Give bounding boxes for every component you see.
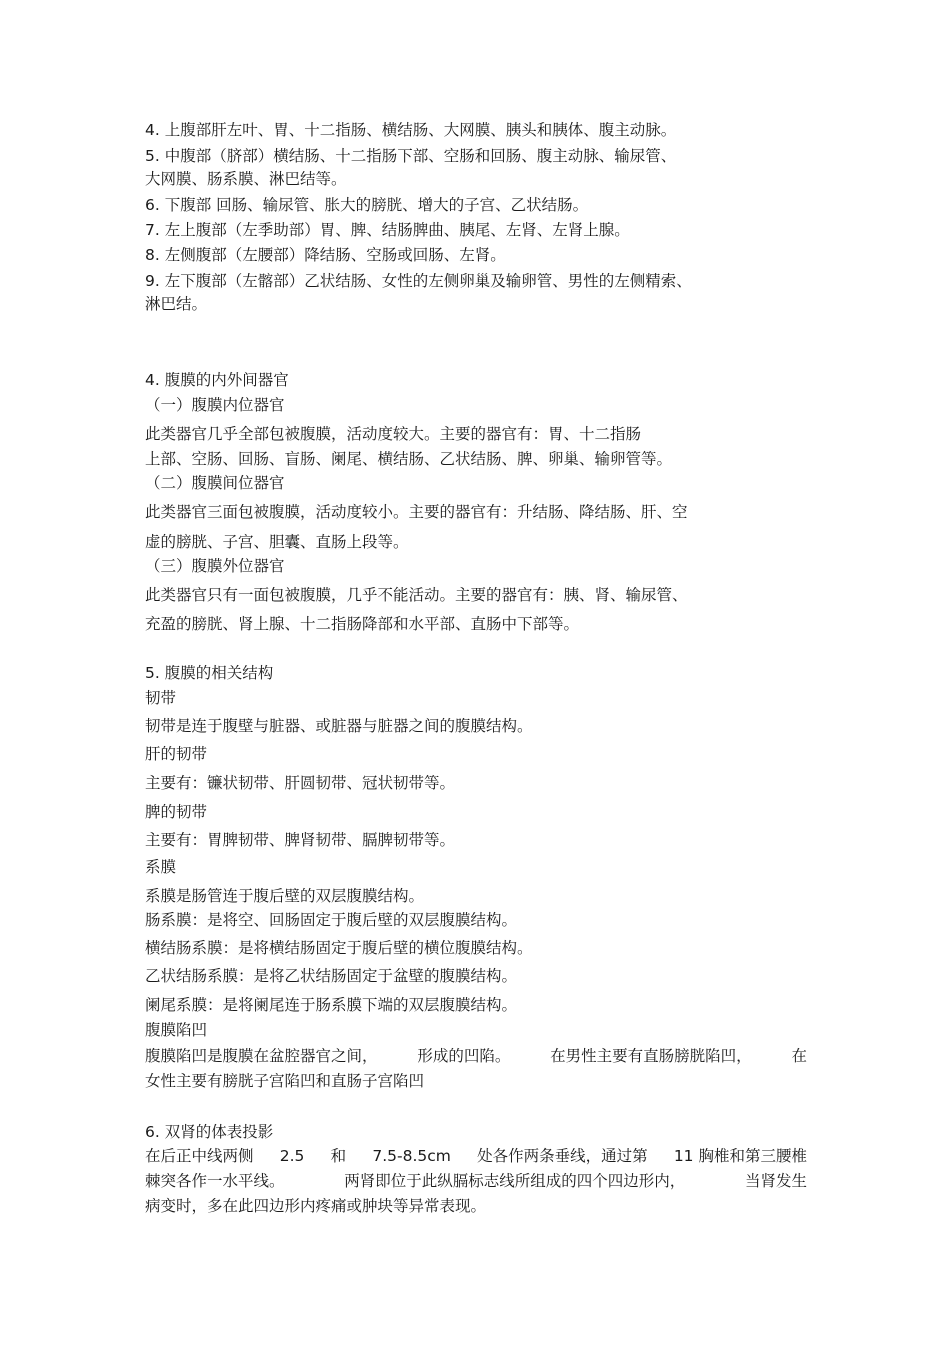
region-item-5-cont: 大网膜、肠系膜、淋巴结等。 bbox=[145, 170, 347, 188]
kidney-projection-line-1 bbox=[145, 1146, 807, 1166]
region-item-5: 5. 中腹部（脐部）横结肠、十二指肠下部、空肠和回肠、腹主动脉、输尿管、 bbox=[145, 147, 677, 165]
ligament-heading: 韧带 bbox=[145, 689, 177, 707]
recess-text-part-1: 腹膜陷凹是腹膜在盆腔器官之间， bbox=[145, 1047, 378, 1065]
kidney-text-3: 和 bbox=[330, 1147, 347, 1165]
kidney-text-4: 7.5-8.5cm bbox=[372, 1147, 451, 1165]
kidney-text-7: 棘突各作一水平线。 bbox=[145, 1172, 285, 1190]
kidney-projection-line-3: 病变时，多在此四边形内疼痛或肿块等异常表现。 bbox=[145, 1197, 487, 1215]
spleen-ligament-text: 主要有：胃脾韧带、脾肾韧带、膈脾韧带等。 bbox=[145, 831, 456, 849]
mesentery-item-3: 乙状结肠系膜：是将乙状结肠固定于盆壁的腹膜结构。 bbox=[145, 967, 518, 985]
section-4-sub3-text-cont: 充盈的膀胱、肾上腺、十二指肠降部和水平部、直肠中下部等。 bbox=[145, 615, 580, 633]
region-item-8: 8. 左侧腹部（左腰部）降结肠、空肠或回肠、左肾。 bbox=[145, 246, 506, 264]
region-item-7: 7. 左上腹部（左季助部）胃、脾、结肠脾曲、胰尾、左肾、左肾上腺。 bbox=[145, 221, 630, 239]
mesentery-item-1: 肠系膜：是将空、回肠固定于腹后壁的双层腹膜结构。 bbox=[145, 911, 518, 929]
kidney-text-5: 处各作两条垂线，通过第 bbox=[477, 1147, 648, 1165]
section-5-title: 5. 腹膜的相关结构 bbox=[145, 664, 274, 682]
section-4-sub1-heading: （一）腹膜内位器官 bbox=[145, 396, 285, 414]
section-4-sub3-heading: （三）腹膜外位器官 bbox=[145, 557, 285, 575]
section-6-title: 6. 双肾的体表投影 bbox=[145, 1123, 274, 1141]
ligament-definition: 韧带是连于腹壁与脏器、或脏器与脏器之间的腹膜结构。 bbox=[145, 717, 533, 735]
region-item-4: 4. 上腹部肝左叶、胃、十二指肠、横结肠、大网膜、胰头和胰体、腹主动脉。 bbox=[145, 121, 677, 139]
region-item-9-cont: 淋巴结。 bbox=[145, 295, 208, 313]
recess-text-part-3: 在男性主要有直肠膀胱陷凹， bbox=[550, 1047, 752, 1065]
kidney-text-8: 两肾即位于此纵膈标志线所组成的四个四边形内， bbox=[344, 1172, 686, 1190]
section-4-sub3-text: 此类器官只有一面包被腹膜，几乎不能活动。主要的器官有：胰、肾、输尿管、 bbox=[145, 586, 688, 604]
mesentery-item-2: 横结肠系膜：是将横结肠固定于腹后壁的横位腹膜结构。 bbox=[145, 939, 533, 957]
section-4-title: 4. 腹膜的内外间器官 bbox=[145, 371, 289, 389]
recess-heading: 腹膜陷凹 bbox=[145, 1021, 208, 1039]
recess-text bbox=[145, 1046, 807, 1066]
recess-text-part-2: 形成的凹陷。 bbox=[417, 1047, 511, 1065]
recess-text-part-4: 在 bbox=[791, 1047, 807, 1065]
kidney-text-6: 11 胸椎和第三腰椎 bbox=[673, 1147, 807, 1165]
mesentery-item-4: 阑尾系膜：是将阑尾连于肠系膜下端的双层腹膜结构。 bbox=[145, 996, 518, 1014]
kidney-text-9: 当肾发生 bbox=[744, 1172, 807, 1190]
recess-text-cont: 女性主要有膀胱子宫陷凹和直肠子宫陷凹 bbox=[145, 1072, 425, 1090]
kidney-text-1: 在后正中线两侧 bbox=[145, 1147, 254, 1165]
section-4-sub2-heading: （二）腹膜间位器官 bbox=[145, 474, 285, 492]
liver-ligament-text: 主要有：镰状韧带、肝圆韧带、冠状韧带等。 bbox=[145, 774, 456, 792]
region-item-9: 9. 左下腹部（左髂部）乙状结肠、女性的左侧卵巢及输卵管、男性的左侧精索、 bbox=[145, 272, 692, 290]
region-item-6: 6. 下腹部 回肠、输尿管、胀大的膀胱、增大的子宫、乙状结肠。 bbox=[145, 196, 589, 214]
mesentery-heading: 系膜 bbox=[145, 858, 177, 876]
spleen-ligament-heading: 脾的韧带 bbox=[145, 803, 208, 821]
section-4-sub2-text: 此类器官三面包被腹膜，活动度较小。主要的器官有：升结肠、降结肠、肝、空 bbox=[145, 503, 688, 521]
mesentery-definition: 系膜是肠管连于腹后壁的双层腹膜结构。 bbox=[145, 887, 425, 905]
liver-ligament-heading: 肝的韧带 bbox=[145, 745, 208, 763]
section-4-sub2-text-cont: 虚的膀胱、子宫、胆囊、直肠上段等。 bbox=[145, 533, 409, 551]
section-4-sub1-text: 此类器官几乎全部包被腹膜，活动度较大。主要的器官有：胃、十二指肠 bbox=[145, 425, 642, 443]
section-4-sub1-text-cont: 上部、空肠、回肠、盲肠、阑尾、横结肠、乙状结肠、脾、卵巢、输卵管等。 bbox=[145, 450, 673, 468]
kidney-text-2: 2.5 bbox=[279, 1147, 305, 1165]
kidney-projection-line-2 bbox=[145, 1171, 807, 1191]
